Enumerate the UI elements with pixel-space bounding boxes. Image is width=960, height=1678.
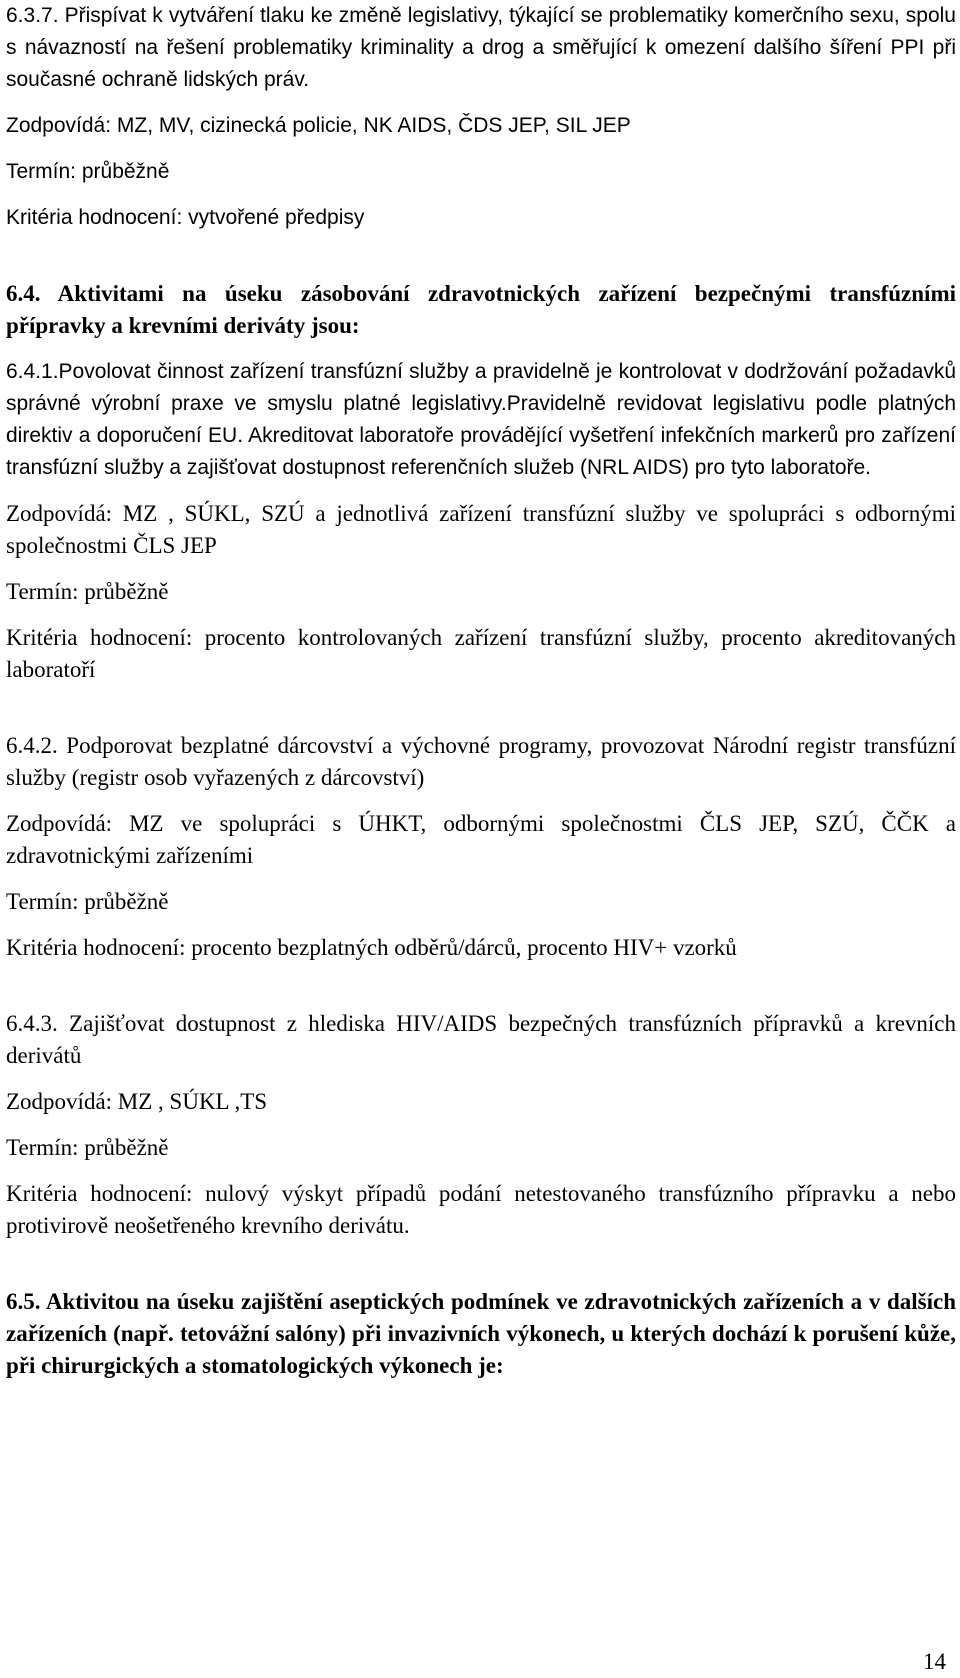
deadline-line: Termín: průběžně	[6, 160, 170, 183]
responsible-line: Zodpovídá: MZ , SÚKL, SZÚ a jednotlivá zařízení transfúzní služby ve spolupráci s odbornými společnostmi ČLS JEP	[6, 501, 956, 558]
criteria-line: Kritéria hodnocení: procento kontrolovaných zařízení transfúzní služby, procento akreditovaných laboratoří	[6, 625, 956, 682]
document-page	[6, 0, 956, 1382]
criteria-line: Kritéria hodnocení: nulový výskyt případů podání netestovaného transfúzního přípravku a nebo protivirově neošetřeného krevního derivátu.	[6, 1181, 956, 1238]
section-heading-6-4: 6.4. Aktivitami na úseku zásobování zdravotnických zařízení bezpečnými transfúzními přípravky a krevními deriváty jsou:	[6, 281, 956, 338]
deadline-line: Termín: průběžně	[6, 889, 169, 914]
paragraph-6-4-1: 6.4.1.Povolovat činnost zařízení transfúzní služby a pravidelně je kontrolovat v dodržování požadavků správné výrobní praxe ve smyslu platné legislativy.Pravidelně revidovat legislativu podle platných direktiv a doporučení EU. Akreditovat laboratoře provádějící vyšetření infekčních markerů pro zařízení transfúzní služby a zajišťovat dostupnost referenčních služeb (NRL AIDS) pro tyto laboratoře.	[6, 360, 956, 479]
deadline-line: Termín: průběžně	[6, 1135, 169, 1160]
section-heading-6-5: 6.5. Aktivitou na úseku zajištění aseptických podmínek ve zdravotnických zařízeních a v dalších zařízeních (např. tetovážní salóny) při invazivních výkonech, u kterých dochází k porušení kůže, při chirurgických a stomatologických výkonech je:	[6, 1289, 956, 1378]
page-number: 14	[923, 1649, 946, 1674]
deadline-line: Termín: průběžně	[6, 579, 169, 604]
paragraph-6-4-2: 6.4.2. Podporovat bezplatné dárcovství a výchovné programy, provozovat Národní registr transfúzní služby (registr osob vyřazených z dárcovství)	[6, 733, 956, 790]
paragraph-6-3-7: 6.3.7. Přispívat k vytváření tlaku ke změně legislativy, týkající se problematiky komerčního sexu, spolu s návazností na řešení problematiky kriminality a drog a směřující k omezení dalšího šíření PPI při současné ochraně lidských práv.	[6, 4, 956, 91]
criteria-line: Kritéria hodnocení: procento bezplatných odběrů/dárců, procento HIV+ vzorků	[6, 935, 737, 960]
responsible-line: Zodpovídá: MZ ve spolupráci s ÚHKT, odbornými společnostmi ČLS JEP, SZÚ, ČČK a zdravotnickými zařízeními	[6, 811, 956, 868]
paragraph-6-4-3: 6.4.3. Zajišťovat dostupnost z hlediska HIV/AIDS bezpečných transfúzních přípravků a krevních derivátů	[6, 1011, 956, 1068]
criteria-line: Kritéria hodnocení: vytvořené předpisy	[6, 206, 365, 229]
responsible-line: Zodpovídá: MZ, MV, cizinecká policie, NK AIDS, ČDS JEP, SIL JEP	[6, 114, 631, 137]
responsible-line: Zodpovídá: MZ , SÚKL ,TS	[6, 1089, 268, 1114]
